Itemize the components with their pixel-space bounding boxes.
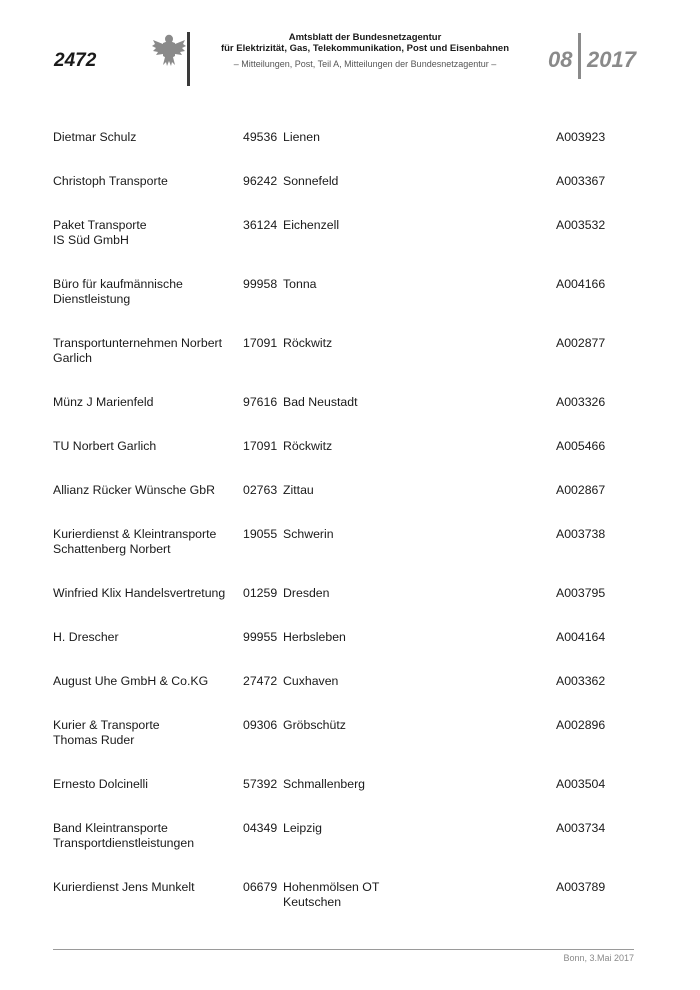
entry-city-line: Keutschen: [283, 895, 342, 909]
entry-name: [53, 439, 238, 454]
entry-city: [283, 483, 423, 498]
entry-name: [53, 527, 238, 557]
entry-id: A003923: [556, 130, 606, 144]
entry-city-line: Dresden: [283, 586, 330, 600]
entry-name: [53, 821, 238, 851]
entry-name: [53, 130, 238, 145]
entry-id: A003795: [556, 586, 606, 600]
entry-name-line: Münz J Marienfeld: [53, 395, 154, 409]
entry-postcode: 99958: [243, 277, 278, 291]
footer-rule: [53, 949, 634, 950]
entry-city: [283, 527, 423, 542]
entry-city-line: Cuxhaven: [283, 674, 339, 688]
entry-postcode: 01259: [243, 586, 278, 600]
entry-city-line: Eichenzell: [283, 218, 340, 232]
entry-city: [283, 880, 423, 910]
entry-name: [53, 483, 238, 498]
entry-id: A003362: [556, 674, 606, 688]
entry-name: [53, 777, 238, 792]
entry-name-line: Allianz Rücker Wünsche GbR: [53, 483, 215, 497]
entry-name-line: Transportunternehmen Norbert: [53, 336, 223, 350]
entry-name-line: Winfried Klix Handelsvertretung: [53, 586, 226, 600]
entry-name-line: Kurier & Transporte: [53, 718, 160, 732]
entry-city-line: Schwerin: [283, 527, 334, 541]
entry-city: [283, 777, 423, 792]
entry-city-line: Röckwitz: [283, 439, 333, 453]
entry-postcode: 99955: [243, 630, 278, 644]
entry-name-line: Thomas Ruder: [53, 733, 135, 747]
entry-postcode: 04349: [243, 821, 278, 835]
entry-city-line: Herbsleben: [283, 630, 346, 644]
entry-name-line: Ernesto Dolcinelli: [53, 777, 149, 791]
entry-name: [53, 674, 238, 689]
entry-id: A003532: [556, 218, 606, 232]
entry-name-line: Paket Transporte: [53, 218, 147, 232]
entry-name: [53, 395, 238, 410]
entry-city: [283, 718, 423, 733]
entry-city: [283, 439, 423, 454]
entry-postcode: 17091: [243, 336, 278, 350]
entry-city-line: Lienen: [283, 130, 320, 144]
entry-name: [53, 336, 238, 366]
entry-name-line: Christoph Transporte: [53, 174, 168, 188]
entry-name: [53, 880, 238, 895]
entry-city-line: Tonna: [283, 277, 317, 291]
entry-name-line: Büro für kaufmännische: [53, 277, 183, 291]
entry-postcode: 27472: [243, 674, 278, 688]
entry-postcode: 17091: [243, 439, 278, 453]
entry-name-line: TU Norbert Garlich: [53, 439, 157, 453]
journal-section: – Mitteilungen, Post, Teil A, Mitteilungen der Bundesnetzagentur –: [233, 59, 497, 69]
header-divider: [187, 32, 190, 86]
issue-divider: [578, 33, 581, 79]
entry-city: [283, 586, 423, 601]
entry-postcode: 97616: [243, 395, 278, 409]
entry-id: A003504: [556, 777, 606, 791]
entry-name: [53, 630, 238, 645]
page-number: 2472: [54, 50, 97, 71]
entry-id: A003367: [556, 174, 606, 188]
entry-name-line: Band Kleintransporte: [53, 821, 168, 835]
entry-city: [283, 218, 423, 233]
entry-postcode: 19055: [243, 527, 278, 541]
entry-city: [283, 336, 423, 351]
entry-city: [283, 630, 423, 645]
entry-postcode: 36124: [243, 218, 278, 232]
entry-city: [283, 821, 423, 836]
entry-city-line: Röckwitz: [283, 336, 333, 350]
entry-name: [53, 218, 238, 248]
issue-year: 2017: [587, 47, 636, 72]
entry-id: A004164: [556, 630, 606, 644]
entry-id: A003789: [556, 880, 606, 894]
entry-name: [53, 174, 238, 189]
entry-city-line: Schmallenberg: [283, 777, 366, 791]
entry-city: [283, 395, 423, 410]
entry-id: A002896: [556, 718, 606, 732]
journal-title: Amtsblatt der Bundesnetzagentur: [288, 32, 442, 43]
federal-eagle-icon: [152, 32, 186, 68]
entry-postcode: 02763: [243, 483, 278, 497]
entry-id: A005466: [556, 439, 606, 453]
entry-name-line: Schattenberg Norbert: [53, 542, 171, 556]
entry-id: A003734: [556, 821, 606, 835]
journal-title-sub: für Elektrizität, Gas, Telekommunikation, Post und Eisenbahnen: [220, 43, 510, 54]
entry-city: [283, 130, 423, 145]
entry-name: [53, 586, 238, 601]
entry-id: A002877: [556, 336, 606, 350]
entry-city: [283, 277, 423, 292]
entry-postcode: 57392: [243, 777, 278, 791]
entry-name: [53, 277, 238, 307]
entry-postcode: 06679: [243, 880, 278, 894]
entry-name: [53, 718, 238, 748]
entry-city-line: Bad Neustadt: [283, 395, 358, 409]
entry-name-line: H. Drescher: [53, 630, 119, 644]
entry-name-line: IS Süd GmbH: [53, 233, 129, 247]
entry-id: A004166: [556, 277, 606, 291]
entry-city-line: Zittau: [283, 483, 314, 497]
entry-city: [283, 674, 423, 689]
issue-number: 08: [548, 47, 573, 72]
entry-id: A003326: [556, 395, 606, 409]
entry-id: A002867: [556, 483, 606, 497]
entry-name-line: Dienstleistung: [53, 292, 131, 306]
entry-city-line: Gröbschütz: [283, 718, 346, 732]
entry-postcode: 09306: [243, 718, 278, 732]
footer-place-date: Bonn, 3.Mai 2017: [563, 953, 634, 963]
entry-name-line: Kurierdienst & Kleintransporte: [53, 527, 217, 541]
entry-name-line: Transportdienstleistungen: [53, 836, 195, 850]
entry-postcode: 49536: [243, 130, 278, 144]
entry-name-line: Dietmar Schulz: [53, 130, 137, 144]
entry-name-line: Garlich: [53, 351, 92, 365]
entry-city-line: Sonnefeld: [283, 174, 339, 188]
entry-id: A003738: [556, 527, 606, 541]
entry-city-line: Hohenmölsen OT: [283, 880, 380, 894]
entry-postcode: 96242: [243, 174, 278, 188]
entry-city: [283, 174, 423, 189]
entry-city-line: Leipzig: [283, 821, 322, 835]
entry-name-line: Kurierdienst Jens Munkelt: [53, 880, 195, 894]
entry-name-line: August Uhe GmbH & Co.KG: [53, 674, 209, 688]
